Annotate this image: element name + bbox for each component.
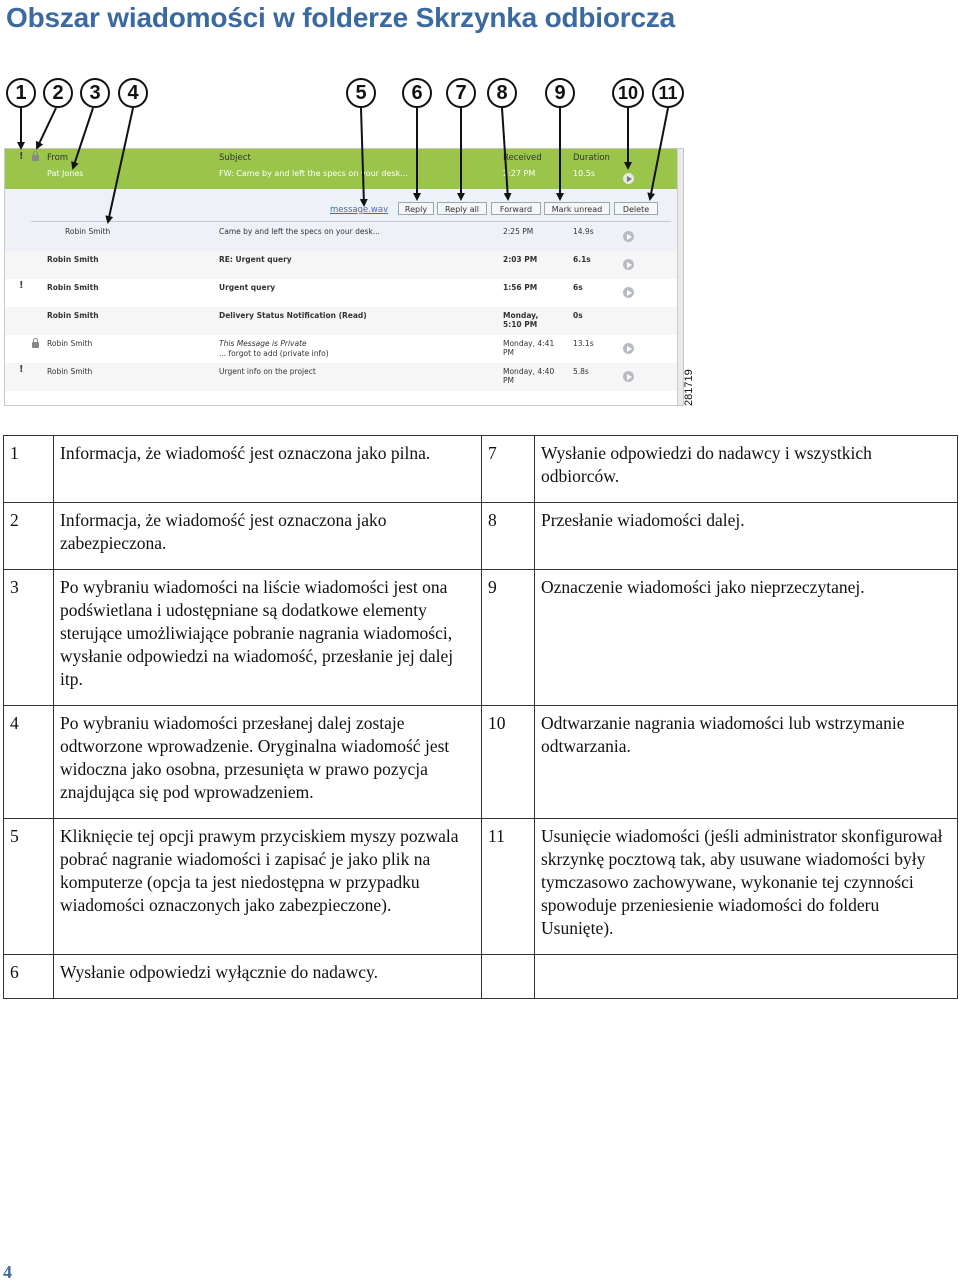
arrow-2 xyxy=(37,108,56,148)
row-received: Monday, xyxy=(503,311,539,320)
column-header-received: Received xyxy=(503,153,542,163)
divider xyxy=(31,221,671,222)
legend-row xyxy=(4,436,958,503)
column-header-duration: Duration xyxy=(573,153,610,163)
callout-10: 10 xyxy=(612,78,644,108)
row-subject: RE: Urgent query xyxy=(219,255,292,264)
callout-2: 2 xyxy=(43,78,73,108)
legend-number: 2 xyxy=(4,503,54,570)
legend-number: 4 xyxy=(4,706,54,819)
row-received-line2: PM xyxy=(503,348,514,357)
row-from: Robin Smith xyxy=(47,311,99,320)
forwarded-duration: 14.9s xyxy=(573,227,594,236)
urgent-icon: ! xyxy=(19,280,24,291)
legend-row xyxy=(4,819,958,955)
legend-text: Przesłanie wiadomości dalej. xyxy=(535,503,958,570)
legend-number: 11 xyxy=(482,819,535,955)
row-subject: Delivery Status Notification (Read) xyxy=(219,311,367,320)
row-received-line2: PM xyxy=(503,376,514,385)
column-header-subject: Subject xyxy=(219,153,251,163)
mark-unread-button[interactable]: Mark unread xyxy=(544,202,610,215)
row-duration: 13.1s xyxy=(573,339,594,348)
play-icon[interactable] xyxy=(623,287,634,298)
legend-text: Informacja, że wiadomość jest oznaczona jako pilna. xyxy=(54,436,482,503)
legend-row xyxy=(4,503,958,570)
row-from: Robin Smith xyxy=(47,255,99,264)
row-received: Monday, 4:41 xyxy=(503,339,555,348)
legend-text: Informacja, że wiadomość jest oznaczona jako zabezpieczona. xyxy=(54,503,482,570)
row-from: Robin Smith xyxy=(47,283,99,292)
reply-button[interactable]: Reply xyxy=(398,202,434,215)
play-icon[interactable] xyxy=(623,343,634,354)
legend-text xyxy=(535,955,958,999)
row-received-line2: 5:10 PM xyxy=(503,320,538,329)
legend-number: 8 xyxy=(482,503,535,570)
row-from: Robin Smith xyxy=(47,367,93,376)
column-header-from: From xyxy=(47,153,69,163)
legend-number: 1 xyxy=(4,436,54,503)
row-subject: Urgent info on the project xyxy=(219,367,316,376)
row-subject: Urgent query xyxy=(219,283,276,292)
forward-button[interactable]: Forward xyxy=(491,202,541,215)
legend-text: Usunięcie wiadomości (jeśli administrator skonfigurował skrzynkę pocztową tak, aby usuwane wiadomości były tymczasowo zachowywane, wykonanie tej czynności spowoduje przeniesienie wiadomości do folderu Usunięte). xyxy=(535,819,958,955)
play-pause-icon[interactable] xyxy=(623,173,634,184)
callout-7: 7 xyxy=(446,78,476,108)
scrollbar[interactable] xyxy=(677,149,684,405)
forwarded-received: 2:25 PM xyxy=(503,227,534,236)
row-subject: This Message is Private xyxy=(219,339,307,348)
row-subject-line2: ... forgot to add (private info) xyxy=(219,349,329,358)
callout-11: 11 xyxy=(652,78,684,108)
callout-8: 8 xyxy=(487,78,517,108)
row-received: Monday, 4:40 xyxy=(503,367,555,376)
legend-number: 6 xyxy=(4,955,54,999)
legend-text: Odtwarzanie nagrania wiadomości lub wstrzymanie odtwarzania. xyxy=(535,706,958,819)
message-wav-link[interactable]: message.wav xyxy=(330,205,389,215)
inbox-screenshot xyxy=(4,148,684,406)
callout-3: 3 xyxy=(80,78,110,108)
legend-number: 7 xyxy=(482,436,535,503)
legend-number: 10 xyxy=(482,706,535,819)
figure-id: 281719 xyxy=(683,369,695,406)
legend-number: 5 xyxy=(4,819,54,955)
callout-1: 1 xyxy=(6,78,36,108)
legend-row xyxy=(4,706,958,819)
reply-all-button[interactable]: Reply all xyxy=(437,202,487,215)
selected-from: Pat Jones xyxy=(47,169,84,178)
callout-5: 5 xyxy=(346,78,376,108)
forwarded-subject: Came by and left the specs on your desk... xyxy=(219,227,380,236)
play-icon[interactable] xyxy=(623,231,634,242)
selected-duration: 10.5s xyxy=(573,169,595,178)
row-duration: 5.8s xyxy=(573,367,589,376)
row-from: Robin Smith xyxy=(47,339,93,348)
legend-text: Wysłanie odpowiedzi do nadawcy i wszystkich odbiorców. xyxy=(535,436,958,503)
callout-9: 9 xyxy=(545,78,575,108)
forwarded-from: Robin Smith xyxy=(65,227,111,236)
legend-text: Oznaczenie wiadomości jako nieprzeczytanej. xyxy=(535,570,958,706)
play-icon[interactable] xyxy=(623,371,634,382)
legend-row xyxy=(4,570,958,706)
legend-number: 3 xyxy=(4,570,54,706)
legend-text: Kliknięcie tej opcji prawym przyciskiem myszy pozwala pobrać nagranie wiadomości i zapisać je jako plik na komputerze (opcja ta jest niedostępna w przypadku wiadomości oznaczonych jako zabezpieczone). xyxy=(54,819,482,955)
legend-text: Po wybraniu wiadomości na liście wiadomości jest ona podświetlana i udostępniane są dodatkowe elementy sterujące umożliwiające pobranie nagrania wiadomości, wysłanie odpowiedzi na wiadomość, przesłanie jej dalej itp. xyxy=(54,570,482,706)
legend-number xyxy=(482,955,535,999)
legend-number: 9 xyxy=(482,570,535,706)
legend-text: Po wybraniu wiadomości przesłanej dalej zostaje odtworzone wprowadzenie. Oryginalna wiadomość jest widoczna jako osobna, przesunięta w prawo pozycja znajdująca się pod wprowadzeniem. xyxy=(54,706,482,819)
play-icon[interactable] xyxy=(623,259,634,270)
legend-row xyxy=(4,955,958,999)
row-duration: 6.1s xyxy=(573,255,591,264)
page-number: 4 xyxy=(3,1262,12,1282)
delete-button[interactable]: Delete xyxy=(614,202,658,215)
secure-lock-icon xyxy=(32,342,39,348)
row-received: 2:03 PM xyxy=(503,255,538,264)
secure-column-lock-icon xyxy=(32,155,39,161)
row-received: 1:56 PM xyxy=(503,283,538,292)
urgent-column-icon: ! xyxy=(19,151,24,162)
selected-subject: FW: Came by and left the specs on your desk... xyxy=(219,169,408,178)
legend-table xyxy=(3,435,958,999)
expanded-controls xyxy=(5,189,677,251)
row-duration: 6s xyxy=(573,283,583,292)
legend-text: Wysłanie odpowiedzi wyłącznie do nadawcy. xyxy=(54,955,482,999)
urgent-icon: ! xyxy=(19,364,24,375)
callout-6: 6 xyxy=(402,78,432,108)
selected-received: 2:27 PM xyxy=(503,169,536,178)
row-duration: 0s xyxy=(573,311,583,320)
callout-4: 4 xyxy=(118,78,148,108)
page-title: Obszar wiadomości w folderze Skrzynka odbiorcza xyxy=(6,2,676,33)
